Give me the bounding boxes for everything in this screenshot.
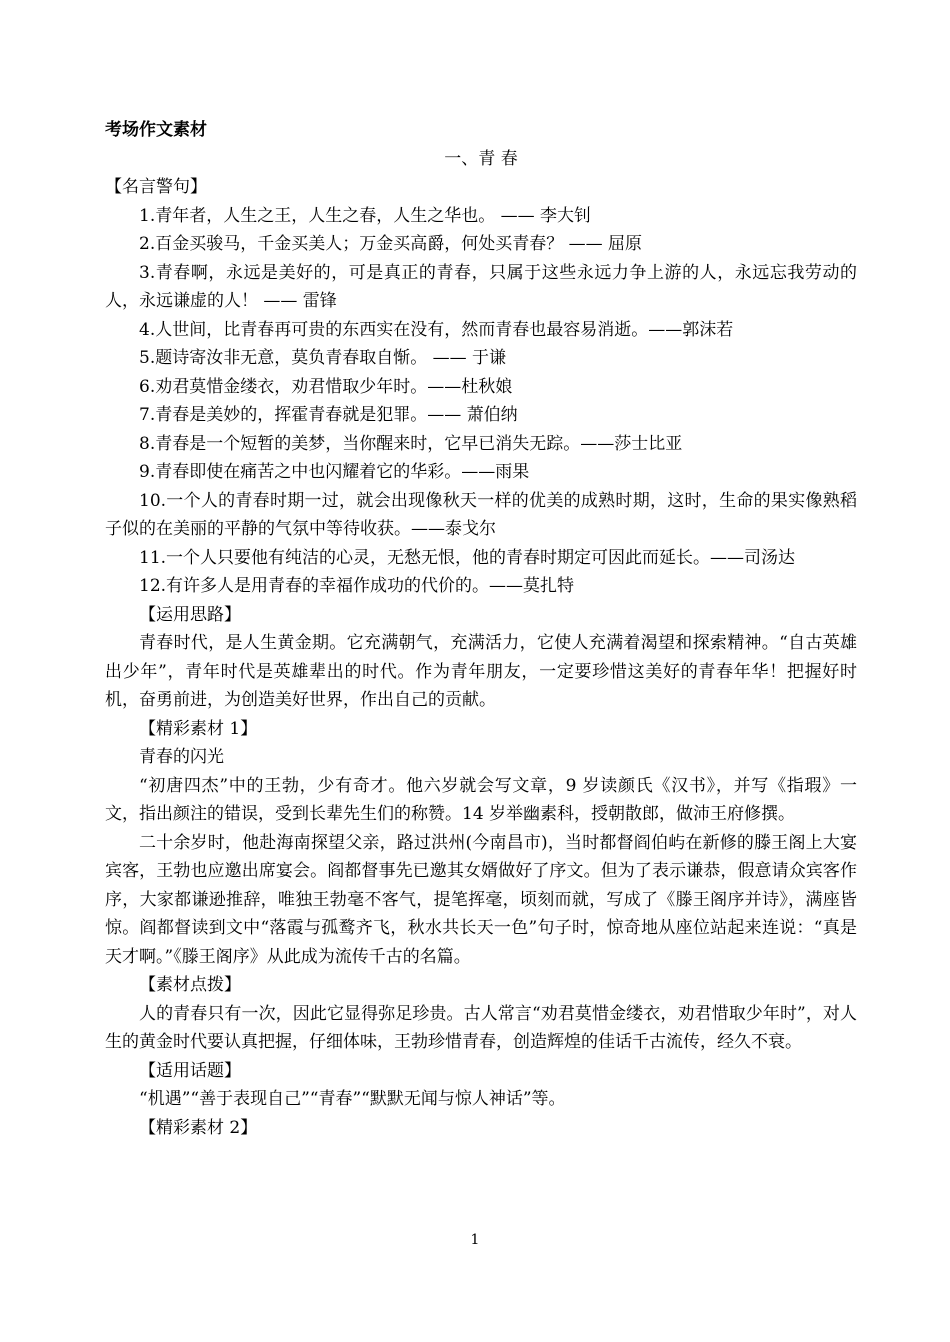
material1-title: 青春的闪光 <box>139 747 224 767</box>
quote-item: 6.劝君莫惜金缕衣，劝君惜取少年时。——杜秋娘 <box>139 376 513 397</box>
material1-paragraph-2: 二十余岁时，他赴海南探望父亲，路过洪州(今南昌市)，当时都督阎伯屿在新修的滕王阁上大宴宾客，王勃也应邀出席宴会。阎都督事先已邀其女婿做好了序文。但为了表示谦恭，假意请众宾客作序，大家都谦逊推辞，唯独王勃毫不客气，提笔挥毫，顷刻而就，写成了《滕王阁序并诗》，满座皆惊。阎都督读到文中“落霞与孤鹜齐飞，秋水共长天一色”句子时，惊奇地从座位站起来连说：“真是天才啊。”《滕王阁序》从此成为流传千古的名篇。 <box>105 832 857 967</box>
usage-heading: 【运用思路】 <box>139 604 241 625</box>
quote-item: 8.青春是一个短暂的美梦，当你醒来时，它早已消失无踪。——莎士比亚 <box>139 433 683 454</box>
topics-heading: 【适用话题】 <box>139 1060 241 1081</box>
section-title: 一、青 春 <box>444 148 518 169</box>
quote-item: 4.人世间，比青春再可贵的东西实在没有，然而青春也最容易消逝。——郭沫若 <box>139 319 734 340</box>
usage-paragraph: 青春时代，是人生黄金期。它充满朝气，充满活力，它使人充满着渴望和探索精神。“自古英雄出少年”，青年时代是英雄辈出的时代。作为青年朋友，一定要珍惜这美好的青春年华！把握好时机，奋勇前进，为创造美好世界，作出自己的贡献。 <box>105 633 857 710</box>
quote-item: 3.青春啊，永远是美好的，可是真正的青春，只属于这些永远力争上游的人，永远忘我劳动的人，永远谦虚的人！ —— 雷锋 <box>105 262 857 311</box>
quote-item: 12.有许多人是用青春的幸福作成功的代价的。——莫扎特 <box>139 576 575 596</box>
quote-item: 9.青春即使在痛苦之中也闪耀着它的华彩。——雨果 <box>139 462 530 482</box>
quote-item: 1.青年者，人生之王，人生之春，人生之华也。 —— 李大钊 <box>139 205 592 226</box>
hint-paragraph: 人的青春只有一次，因此它显得弥足珍贵。古人常言“劝君莫惜金缕衣，劝君惜取少年时”，对人生的黄金时代要认真把握，仔细体味，王勃珍惜青春，创造辉煌的佳话千古流传，经久不衰。 <box>105 1003 857 1052</box>
material1-paragraph-1: “初唐四杰”中的王勃，少有奇才。他六岁就会写文章，9 岁读颜氏《汉书》，并写《指瑕》一文，指出颜注的错误，受到长辈先生们的称赞。14 岁举幽素科，授朝散郎，做沛王府修撰。 <box>105 775 857 824</box>
quote-item: 2.百金买骏马，千金买美人；万金买高爵，何处买青春？ —— 屈原 <box>139 234 643 254</box>
material1-heading: 【精彩素材 1】 <box>139 718 258 739</box>
topics-paragraph: “机遇”“善于表现自己”“青春”“默默无闻与惊人神话”等。 <box>139 1089 566 1109</box>
quotes-heading: 【名言警句】 <box>105 177 207 197</box>
hint-heading: 【素材点拨】 <box>139 975 241 995</box>
document-body <box>105 116 857 1142</box>
quote-item: 7.青春是美妙的，挥霍青春就是犯罪。—— 萧伯纳 <box>139 405 518 425</box>
material2-heading: 【精彩素材 2】 <box>139 1117 258 1138</box>
quote-item: 10.一个人的青春时期一过，就会出现像秋天一样的优美的成熟时期，这时，生命的果实像熟稻子似的在美丽的平静的气氛中等待收获。——泰戈尔 <box>105 490 857 539</box>
quote-item: 11.一个人只要他有纯洁的心灵，无愁无恨，他的青春时期定可因此而延长。——司汤达 <box>139 547 796 568</box>
document-header: 考场作文素材 <box>105 120 207 140</box>
page-number: 1 <box>470 1232 480 1248</box>
quote-item: 5.题诗寄汝非无意，莫负青春取自惭。 —— 于谦 <box>139 348 507 368</box>
